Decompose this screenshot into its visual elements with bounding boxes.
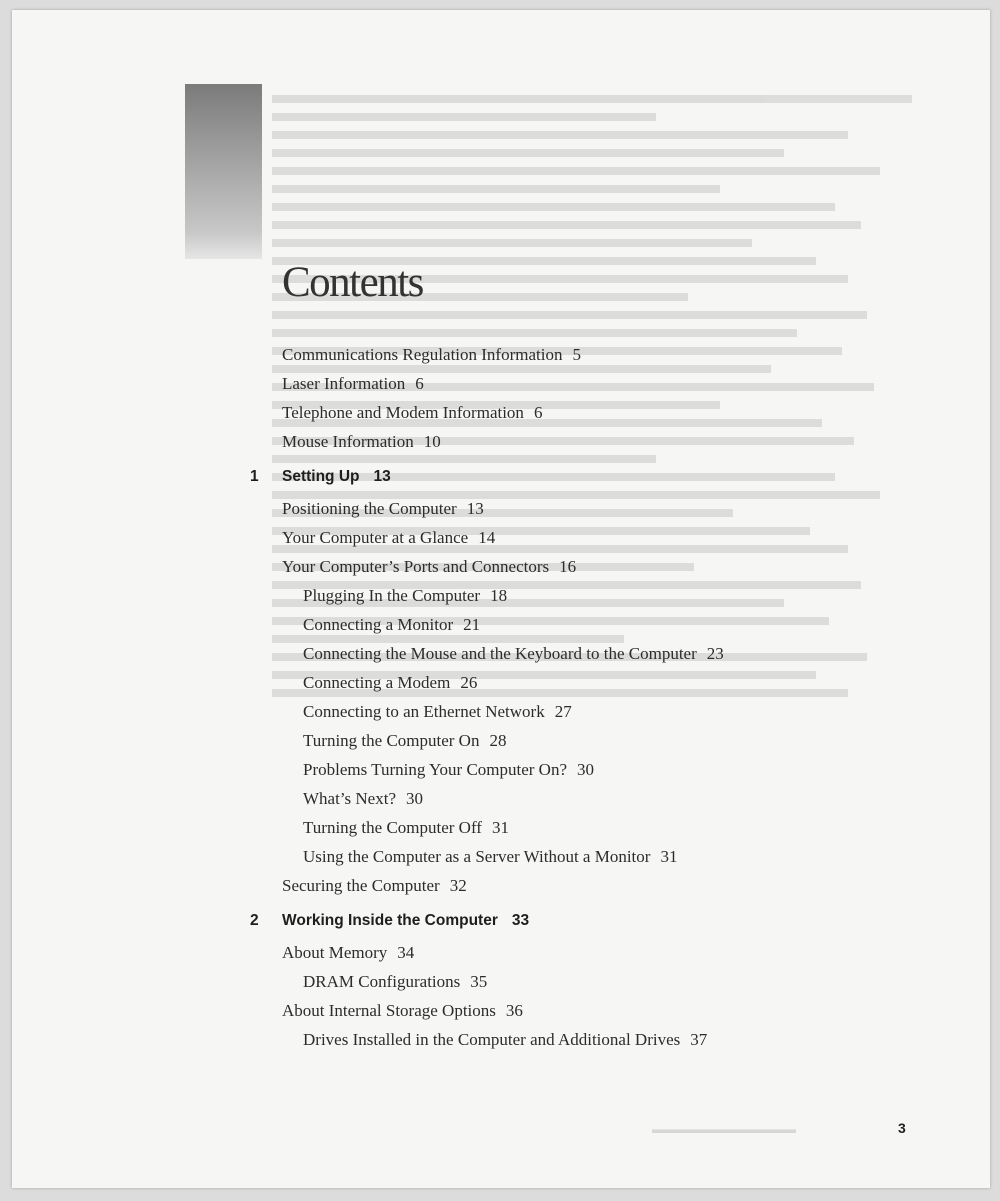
toc-entry: [303, 760, 594, 780]
toc-entry: [282, 499, 484, 519]
toc-entry-label: What’s Next?: [303, 789, 396, 808]
toc-entry: [303, 1030, 707, 1050]
toc-entry-label: Turning the Computer Off: [303, 818, 482, 837]
toc-entry-page: 31: [491, 818, 509, 837]
toc-entry: [303, 731, 506, 751]
toc-entry: [282, 432, 441, 452]
footer-bleed-through: ▬▬▬▬▬▬▬▬▬▬▬▬: [652, 1122, 796, 1136]
toc-entry-page: 21: [463, 615, 481, 634]
toc-entry-label: Laser Information: [282, 374, 406, 393]
toc-entry-label: Turning the Computer On: [303, 731, 480, 750]
page-title: Contents: [282, 259, 423, 306]
chapter-title: Working Inside the Computer: [282, 912, 498, 929]
chapter-number: 1: [250, 468, 259, 485]
toc-entry-label: Connecting the Mouse and the Keyboard to the Computer: [303, 644, 697, 663]
toc-entry: [303, 972, 487, 992]
toc-entry: [303, 818, 509, 838]
toc-entry-page: 34: [397, 943, 415, 962]
toc-entry: [282, 403, 542, 423]
toc-entry: [303, 702, 572, 722]
toc-entry-label: Connecting a Monitor: [303, 615, 454, 634]
chapter-page: 13: [373, 468, 391, 485]
toc-entry: [303, 615, 480, 635]
toc-entry-label: Securing the Computer: [282, 876, 440, 895]
toc-entry-label: Connecting to an Ethernet Network: [303, 702, 545, 721]
bleed-through-text: [272, 85, 912, 1085]
toc-entry-page: 18: [490, 586, 508, 605]
toc-entry-page: 5: [572, 345, 581, 364]
toc-entry: [303, 673, 477, 693]
toc-entry-page: 10: [423, 432, 441, 451]
toc-entry-label: About Memory: [282, 943, 388, 962]
toc-entry-label: Positioning the Computer: [282, 499, 457, 518]
document-page: [12, 10, 990, 1188]
toc-entry-page: 30: [577, 760, 595, 779]
toc-entry-label: Plugging In the Computer: [303, 586, 481, 605]
toc-entry-page: 26: [460, 673, 478, 692]
toc-entry: [303, 847, 677, 867]
toc-entry-page: 30: [406, 789, 423, 808]
chapter-page: 33: [511, 912, 530, 929]
toc-entry: [303, 644, 724, 664]
toc-entry: [303, 789, 423, 809]
toc-entry-label: Problems Turning Your Computer On?: [303, 760, 568, 779]
toc-entry: [282, 557, 576, 577]
toc-entry-label: Telephone and Modem Information: [282, 403, 524, 422]
page-number: 3: [898, 1120, 906, 1136]
toc-entry-label: Your Computer’s Ports and Connectors: [282, 557, 550, 576]
toc-entry-page: 23: [706, 644, 724, 663]
toc-entry-page: 27: [554, 702, 572, 721]
toc-entry: [282, 1001, 523, 1021]
toc-entry-page: 35: [470, 972, 488, 991]
toc-entry-page: 31: [660, 847, 678, 866]
toc-entry-label: Communications Regulation Information: [282, 345, 563, 364]
chapter-tab-graphic: [185, 84, 262, 259]
toc-chapter-heading: [250, 468, 391, 486]
toc-entry-page: 16: [559, 557, 577, 576]
toc-entry-page: 6: [415, 374, 424, 393]
toc-entry-label: Using the Computer as a Server Without a Monitor: [303, 847, 651, 866]
toc-entry-page: 6: [533, 403, 543, 422]
toc-entry: [282, 876, 467, 896]
toc-chapter-heading: [250, 912, 530, 930]
toc-entry-page: 28: [489, 731, 507, 750]
toc-entry-label: Connecting a Modem: [303, 673, 451, 692]
toc-entry-label: About Internal Storage Options: [282, 1001, 496, 1020]
toc-entry: [282, 345, 581, 365]
toc-entry-page: 37: [690, 1030, 708, 1049]
toc-entry-label: Your Computer at a Glance: [282, 528, 469, 547]
toc-entry-label: Drives Installed in the Computer and Additional Drives: [303, 1030, 681, 1049]
toc-entry-page: 32: [449, 876, 467, 895]
toc-entry: [282, 374, 424, 394]
toc-entry: [303, 586, 507, 606]
toc-entry-page: 36: [505, 1001, 523, 1020]
toc-entry: [282, 943, 414, 963]
toc-entry-label: DRAM Configurations: [303, 972, 461, 991]
toc-entry: [282, 528, 495, 548]
toc-entry-page: 14: [478, 528, 496, 547]
toc-entry-label: Mouse Information: [282, 432, 414, 451]
chapter-title: Setting Up: [282, 468, 360, 485]
toc-entry-page: 13: [466, 499, 484, 518]
chapter-number: 2: [250, 912, 259, 929]
